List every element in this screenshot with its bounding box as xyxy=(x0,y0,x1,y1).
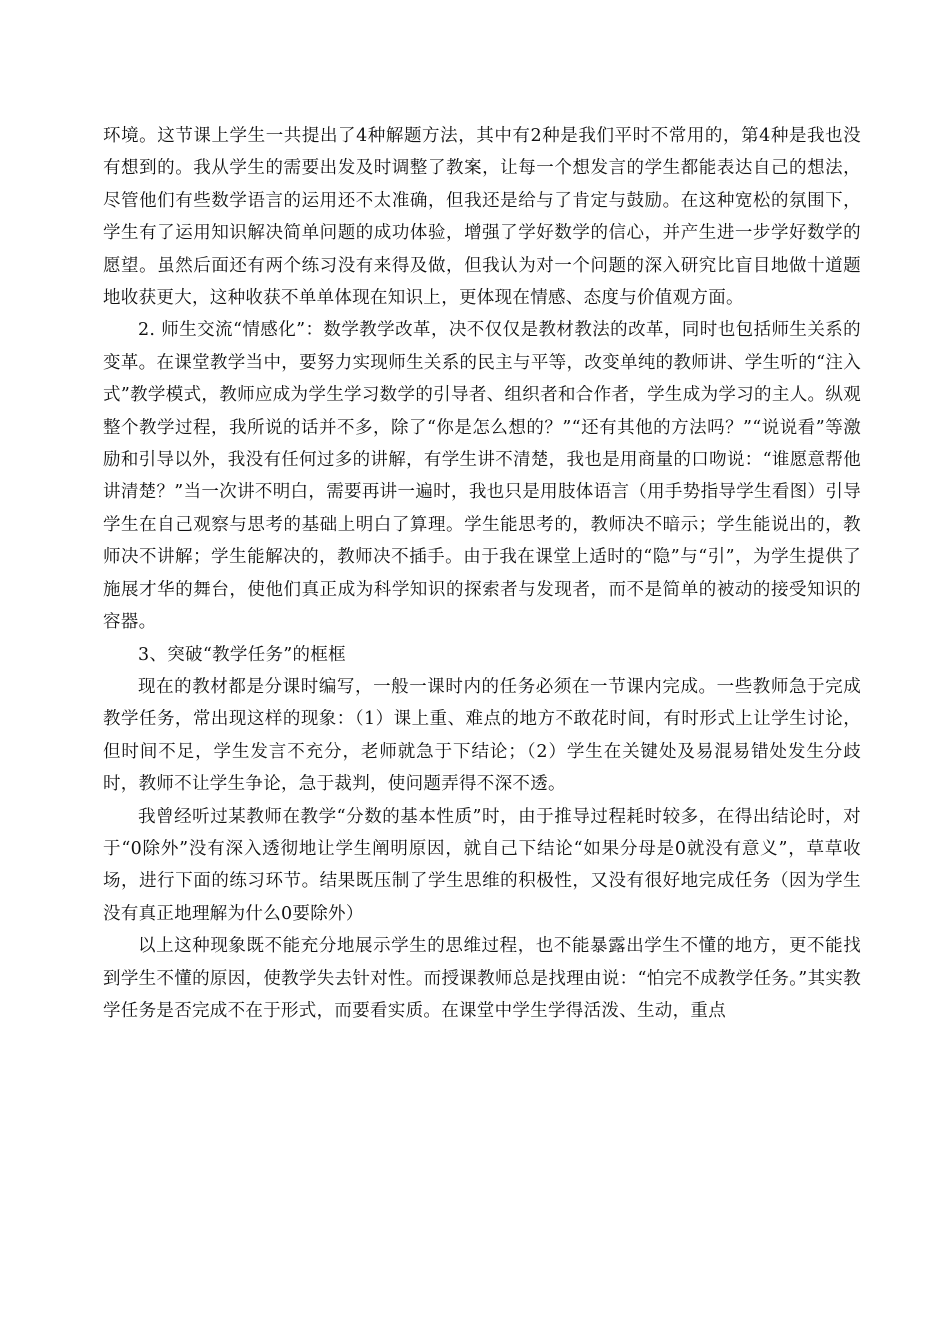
paragraph-fraction-example: 我曾经听过某教师在教学“分数的基本性质”时，由于推导过程耗时较多，在得出结论时，对于“0除外”没有深入透彻地让学生阐明原因，就自己下结论“如果分母是0就没有意义”，草草收场，进行下面的练习环节。结果既压制了学生思维的积极性，又没有很好地完成任务（因为学生没有真正地理解为什么0要除外） xyxy=(103,806,861,924)
document-page xyxy=(103,120,861,1027)
paragraph-continuation: 环境。这节课上学生一共提出了4种解题方法，其中有2种是我们平时不常用的，第4种是我也没有想到的。我从学生的需要出发及时调整了教案，让每一个想发言的学生都能表达自己的想法，尽管他们有些数学语言的运用还不太准确，但我还是给与了肯定与鼓励。在这种宽松的氛围下，学生有了运用知识解决简单问题的成功体验，增强了学好数学的信心，并产生进一步学好数学的愿望。虽然后面还有两个练习没有来得及做，但我认为对一个问题的深入研究比盲目地做十道题地收获更大，这种收获不单单体现在知识上，更体现在情感、态度与价值观方面。 xyxy=(103,126,861,309)
section-heading-teaching-task: 3、突破“教学任务”的框框 xyxy=(138,644,346,665)
paragraph-textbook-lessons: 现在的教材都是分课时编写，一般一课时内的任务必须在一节课内完成。一些教师急于完成教学任务，常出现这样的现象：（1）课上重、难点的地方不敢花时间，有时形式上让学生讨论，但时间不足，学生发言不充分，老师就急于下结论；（2）学生在关键处及易混易错处发生分歧时，教师不让学生争论，急于裁判，使问题弄得不深不透。 xyxy=(103,676,861,795)
paragraph-phenomenon-summary: 以上这种现象既不能充分地展示学生的思维过程，也不能暴露出学生不懂的地方，更不能找到学生不懂的原因，使教学失去针对性。而授课教师总是找理由说：“怕完不成教学任务。”其实教学任务是否完成不在于形式，而要看实质。在课堂中学生学得活泼、生动，重点 xyxy=(103,936,861,1021)
paragraph-teacher-student-communication: 2. 师生交流“情感化”：数学教学改革，决不仅仅是教材教法的改革，同时也包括师生关系的变革。在课堂教学当中，要努力实现师生关系的民主与平等，改变单纯的教师讲、学生听的“注入式”教学模式，教师应成为学生学习数学的引导者、组织者和合作者，学生成为学习的主人。纵观整个教学过程，我所说的话并不多，除了“你是怎么想的？”“还有其他的方法吗？”“说说看”等激励和引导以外，我没有任何过多的讲解，有学生讲不清楚，我也是用商量的口吻说：“谁愿意帮他讲清楚？”当一次讲不明白，需要再讲一遍时，我也只是用肢体语言（用手势指导学生看图）引导学生在自己观察与思考的基础上明白了算理。学生能思考的，教师决不暗示；学生能说出的，教师决不讲解；学生能解决的，教师决不插手。由于我在课堂上适时的“隐”与“引”，为学生提供了施展才华的舞台，使他们真正成为科学知识的探索者与发现者，而不是简单的被动的接受知识的容器。 xyxy=(103,320,861,633)
